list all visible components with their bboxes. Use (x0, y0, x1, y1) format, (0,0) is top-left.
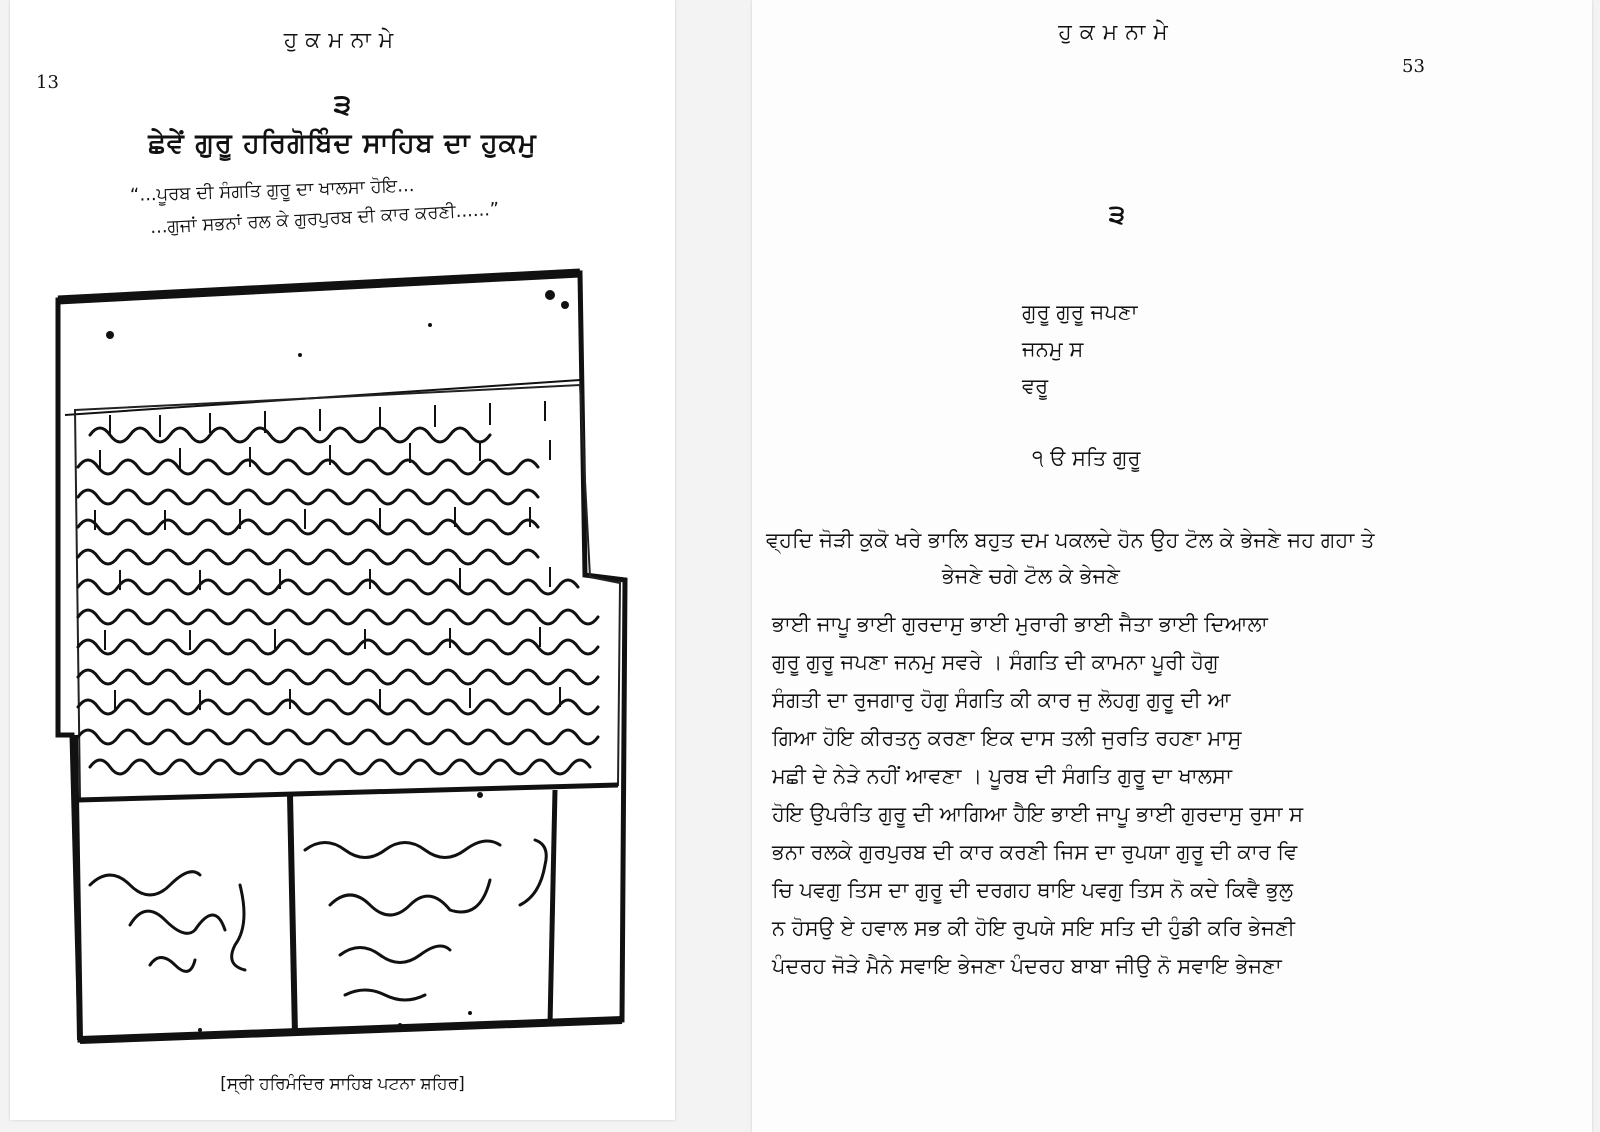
body-line: ਸੰਗਤੀ ਦਾ ਰੁਜਗਾਰੁ ਹੋਗੁ ਸੰਗਤਿ ਕੀ ਕਾਰ ਜੁ ਲੋਹਗੁ ਗੁਰੂ ਦੀ ਆ (772, 688, 1231, 712)
heading-line: ਜਨਮੁ ਸ (1022, 337, 1084, 361)
body-line: ਚਿ ਪਵਗੁ ਤਿਸ ਦਾ ਗੁਰੂ ਦੀ ਦਰਗਹ ਥਾਇ ਪਵਗੁ ਤਿਸ ਨੋ ਕਦੇ ਕਿਵੈ ਭੁਲੁ (772, 878, 1294, 902)
body-line: ਗਿਆ ਹੋਇ ਕੀਰਤਨੁ ਕਰਣਾ ਇਕ ਦਾਸ ਤਲੀ ਜੁਰਤਿ ਰਹਣਾ ਮਾਸੁ (772, 726, 1242, 750)
image-caption: [ਸ੍ਰੀ ਹਰਿਮੰਦਿਰ ਸਾਹਿਬ ਪਟਨਾ ਸ਼ਹਿਰ] (220, 1074, 465, 1094)
body-line: ਮਛੀ ਦੇ ਨੇੜੇ ਨਹੀਂ ਆਵਣਾ । ਪੂਰਬ ਦੀ ਸੰਗਤਿ ਗੁਰੂ ਦਾ ਖਾਲਸਾ (772, 764, 1232, 788)
page-number: 13 (36, 72, 59, 93)
right-page (752, 0, 1592, 1132)
page-number: 53 (1402, 56, 1425, 77)
body-line: ਭਾਈ ਜਾਪੂ ਭਾਈ ਗੁਰਦਾਸੁ ਭਾਈ ਮੁਰਾਰੀ ਭਾਈ ਜੈਤਾ ਭਾਈ ਦਿਆਲਾ (772, 612, 1268, 636)
section-number: ੩ (1108, 200, 1126, 230)
body-line: ਪੰਦਰਹ ਜੋੜੇ ਮੈਨੇ ਸਵਾਇ ਭੇਜਣਾ ਪੰਦਰਹ ਬਾਬਾ ਜੀਉ ਨੋ ਸਵਾਇ ਭੇਜਣਾ (772, 954, 1282, 978)
page-title: ਛੇਵੇਂ ਗੁਰੂ ਹਰਿਗੋਬਿੰਦ ਸਾਹਿਬ ਦਾ ਹੁਕਮੁ (148, 128, 537, 159)
heading-line: ਗੁਰੂ ਗੁਰੂ ਜਪਣਾ (1022, 300, 1138, 324)
body-line: ਹੋਇ ਉਪਰੰਤਿ ਗੁਰੂ ਦੀ ਆਗਿਆ ਹੈਇ ਭਾਈ ਜਾਪੂ ਭਾਈ ਗੁਰਦਾਸੁ ਰੁਸਾ ਸ (772, 802, 1304, 826)
heading-line: ਵਰੂ (1022, 374, 1049, 398)
left-page (10, 0, 675, 1120)
intro-line: ਭੇਜਣੇ ਚਗੇ ਟੋਲ ਕੇ ਭੇਜਣੇ (942, 564, 1120, 588)
body-line: ਭਨਾ ਰਲਕੇ ਗੁਰਪੁਰਬ ਦੀ ਕਾਰ ਕਰਣੀ ਜਿਸ ਦਾ ਰੁਪਯਾ ਗੁਰੂ ਦੀ ਕਾਰ ਵਿ (772, 840, 1298, 864)
running-header: ਹੁਕਮਨਾਮੇ (1058, 20, 1176, 45)
intro-line: ਵ੍ਹਦਿ ਜੋੜੀ ਕੁਕੋ ਖਰੇ ਭਾਲਿ ਬਹੁਤ ਦਮ ਪਕਲਦੇ ਹੋਨ ਉਹ ਟੋਲ ਕੇ ਭੇਜਣੇ ਜਹ ਗਹਾ ਤੇ (766, 528, 1375, 552)
running-header: ਹੁਕਮਨਾਮੇ (283, 28, 402, 53)
ik-onkar-line: ੧ ੳ ਸਤਿ ਗੁਰੂ (1032, 446, 1141, 470)
section-number: ੩ (333, 88, 352, 121)
body-line: ਗੁਰੂ ਗੁਰੂ ਜਪਣਾ ਜਨਮੁ ਸਵਰੇ । ਸੰਗਤਿ ਦੀ ਕਾਮਨਾ ਪੂਰੀ ਹੋਗੁ (772, 650, 1219, 674)
quote-line-2: ...ਗੁਜਾਂ ਸਭਨਾਂ ਰਲ ਕੇ ਗੁਰਪੁਰਬ ਦੀ ਕਾਰ ਕਰਣੀ......” (149, 198, 500, 239)
quote-line-1: “...ਪੂਰਬ ਦੀ ਸੰਗਤਿ ਗੁਰੂ ਦਾ ਖਾਲਸਾ ਹੋਇ... (129, 175, 415, 206)
body-line: ਨ ਹੋਸਉ ਏ ਹਵਾਲ ਸਭ ਕੀ ਹੋਇ ਰੁਪਯੇ ਸਇ ਸਤਿ ਦੀ ਹੁੰਡੀ ਕਰਿ ਭੇਜਣੀ (772, 916, 1295, 940)
manuscript-image (50, 265, 640, 1055)
